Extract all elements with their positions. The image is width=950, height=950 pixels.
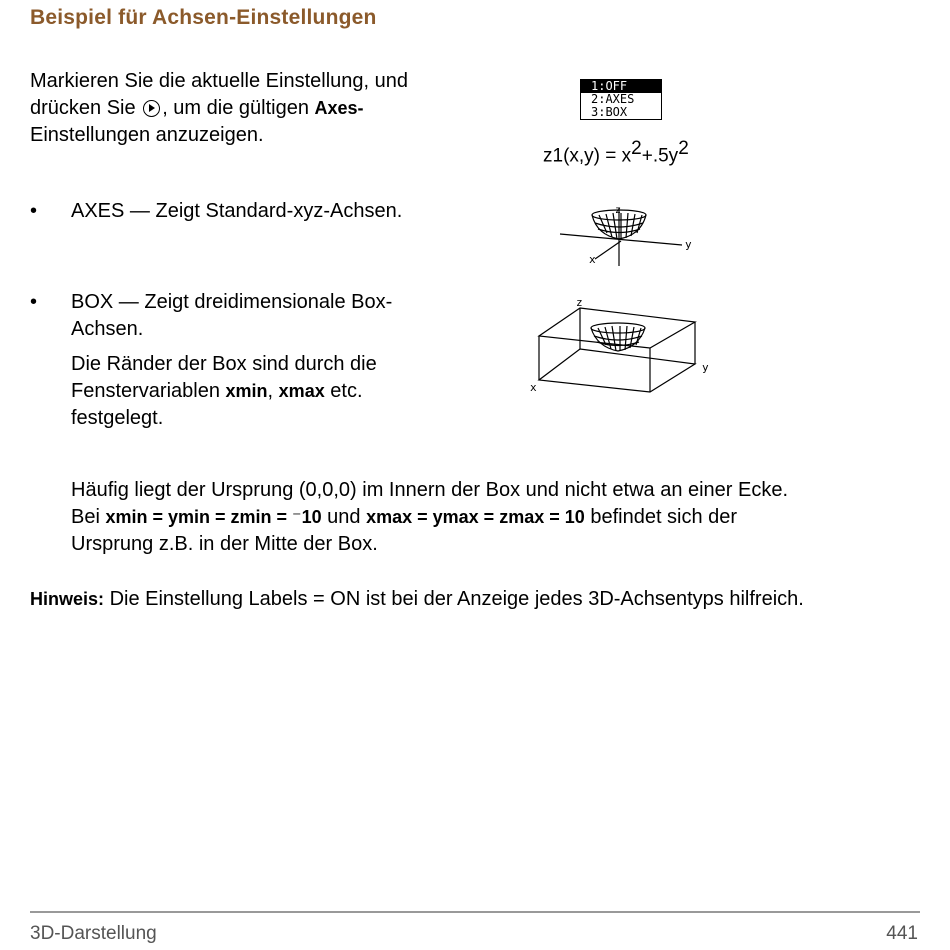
min-setting: xmin = ymin = zmin = xyxy=(105,507,293,527)
page-number: 441 xyxy=(886,923,918,944)
max-setting: xmax = ymax = zmax = 10 xyxy=(366,507,585,527)
axes-graph xyxy=(555,203,700,268)
box-detail-line-2: Fenstervariablen xmin, xmax etc. xyxy=(71,380,363,402)
box-frame xyxy=(539,308,695,392)
intro-line-3: Einstellungen anzuzeigen. xyxy=(30,124,264,146)
intro-line-2: drücken Sie , um die gültigen Axes- xyxy=(30,97,364,119)
footer-divider xyxy=(30,911,920,913)
origin-line-1: Häufig liegt der Ursprung (0,0,0) im Innern der Box und nicht etwa an einer Ecke. xyxy=(71,479,789,501)
min-value: 10 xyxy=(301,507,322,527)
z-axis-label: z xyxy=(615,205,622,216)
negative-sign: ⁻ xyxy=(292,507,302,527)
box-detail-line-3: festgelegt. xyxy=(71,407,164,429)
note-label: Hinweis: xyxy=(30,589,105,609)
axes-keyword: Axes- xyxy=(314,98,364,118)
xmax-keyword: xmax xyxy=(278,381,325,401)
origin-paragraph xyxy=(71,477,931,558)
footer-section: 3D-Darstellung xyxy=(30,923,157,944)
origin-line-2: Bei xmin = ymin = zmin = ⁻10 und xmax = ymax = zmax = 10 befindet sich der xyxy=(71,506,738,528)
menu-item-off: 1:OFF xyxy=(581,80,661,93)
axes-menu xyxy=(580,79,662,120)
page-heading: Beispiel für Achsen-Einstellungen xyxy=(30,6,377,29)
box-line-2: Achsen. xyxy=(71,318,144,340)
box-graph xyxy=(525,292,725,397)
box-z-axis-label: z xyxy=(576,296,583,309)
menu-item-box: 3:BOX xyxy=(591,105,628,119)
x-axis-line xyxy=(595,241,621,259)
note xyxy=(30,586,804,613)
note-text: Die Einstellung Labels = ON ist bei der Anzeige jedes 3D-Achsentyps hilfreich. xyxy=(109,588,804,610)
bullet-text-box xyxy=(71,289,471,432)
bullet-text-axes: AXES — Zeigt Standard-xyz-Achsen. xyxy=(71,200,403,222)
box-x-axis-label: x xyxy=(530,381,537,394)
box-detail-line-1: Die Ränder der Box sind durch die xyxy=(71,353,377,375)
formula: $z1(x,y) = x^2+.5y^2$ xyxy=(543,138,689,167)
intro-paragraph xyxy=(30,68,490,149)
box-y-axis-label: y xyxy=(702,361,709,374)
origin-line-3: Ursprung z.B. in der Mitte der Box. xyxy=(71,533,378,555)
intro-line-1: Markieren Sie die aktuelle Einstellung, und xyxy=(30,70,408,92)
box-line-1: BOX — Zeigt dreidimensionale Box- xyxy=(71,291,393,313)
xmin-keyword: xmin xyxy=(225,381,268,401)
bullet-marker-box: • xyxy=(30,291,38,313)
y-axis-label: y xyxy=(685,238,692,251)
menu-item-axes: 2:AXES xyxy=(591,92,635,106)
bullet-marker-axes: • xyxy=(30,200,38,222)
right-arrow-key-icon xyxy=(143,100,160,117)
x-axis-label: x xyxy=(589,253,596,266)
